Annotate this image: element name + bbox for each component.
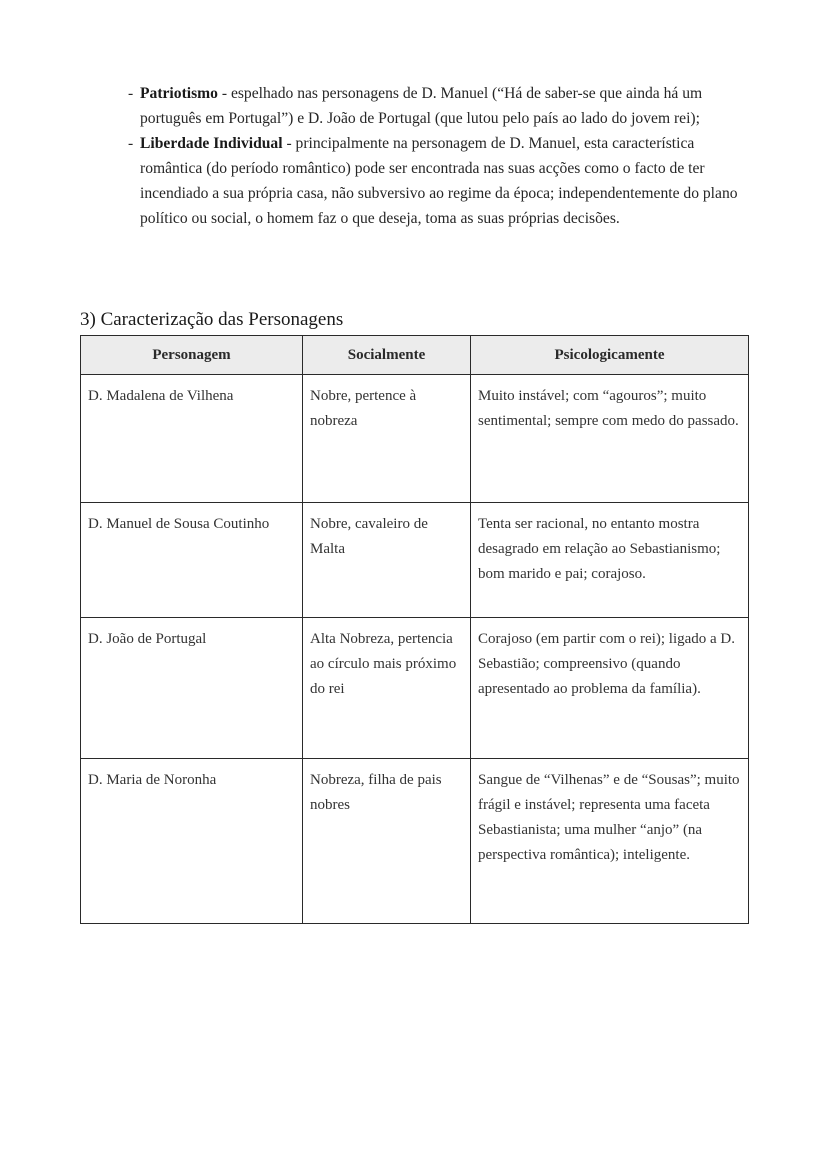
bullet-list (128, 81, 758, 231)
table-row (81, 503, 749, 618)
cell-personagem: D. Maria de Noronha (81, 759, 303, 924)
table-row (81, 759, 749, 924)
cell-personagem: D. Madalena de Vilhena (81, 375, 303, 503)
cell-psicologicamente: Tenta ser racional, no entanto mostra desagrado em relação ao Sebastianismo; bom marido e pai; corajoso. (471, 503, 749, 618)
table-header-row (81, 336, 749, 375)
cell-personagem: D. João de Portugal (81, 618, 303, 759)
section-heading: 3) Caracterização das Personagens (80, 309, 344, 330)
cell-psicologicamente: Corajoso (em partir com o rei); ligado a D. Sebastião; compreensivo (quando apresentado ao problema da família). (471, 618, 749, 759)
cell-socialmente: Nobre, pertence à nobreza (303, 375, 471, 503)
bullet-term: Patriotismo (140, 85, 218, 102)
column-header-socialmente: Socialmente (303, 336, 471, 375)
cell-psicologicamente: Muito instável; com “agouros”; muito sentimental; sempre com medo do passado. (471, 375, 749, 503)
column-header-personagem: Personagem (81, 336, 303, 375)
table-row (81, 618, 749, 759)
bullet-marker: - (128, 135, 134, 152)
table-row (81, 375, 749, 503)
cell-socialmente: Nobreza, filha de pais nobres (303, 759, 471, 924)
bullet-text: - espelhado nas personagens de D. Manuel (“Há de saber-se que ainda há um português em Portugal”) e D. João de Portugal (que lutou pelo país ao lado do jovem rei); (140, 85, 703, 127)
cell-personagem: D. Manuel de Sousa Coutinho (81, 503, 303, 618)
cell-psicologicamente: Sangue de “Vilhenas” e de “Sousas”; muito frágil e instável; representa uma faceta Sebastianista; uma mulher “anjo” (na perspectiva romântica); inteligente. (471, 759, 749, 924)
characters-table (80, 335, 749, 924)
bullet-item-patriotismo (128, 81, 758, 131)
column-header-psicologicamente: Psicologicamente (471, 336, 749, 375)
cell-socialmente: Nobre, cavaleiro de Malta (303, 503, 471, 618)
bullet-text: - principalmente na personagem de D. Manuel, esta característica romântica (do período romântico) pode ser encontrada nas suas acções como o facto de ter incendiado a sua própria casa, não subversivo ao regime da época; independentemente do plano político ou social, o homem faz o que deseja, toma as suas próprias decisões. (140, 135, 738, 227)
bullet-term: Liberdade Individual (140, 135, 283, 152)
bullet-marker: - (128, 85, 134, 102)
cell-socialmente: Alta Nobreza, pertencia ao círculo mais próximo do rei (303, 618, 471, 759)
bullet-item-liberdade-individual (128, 131, 758, 231)
